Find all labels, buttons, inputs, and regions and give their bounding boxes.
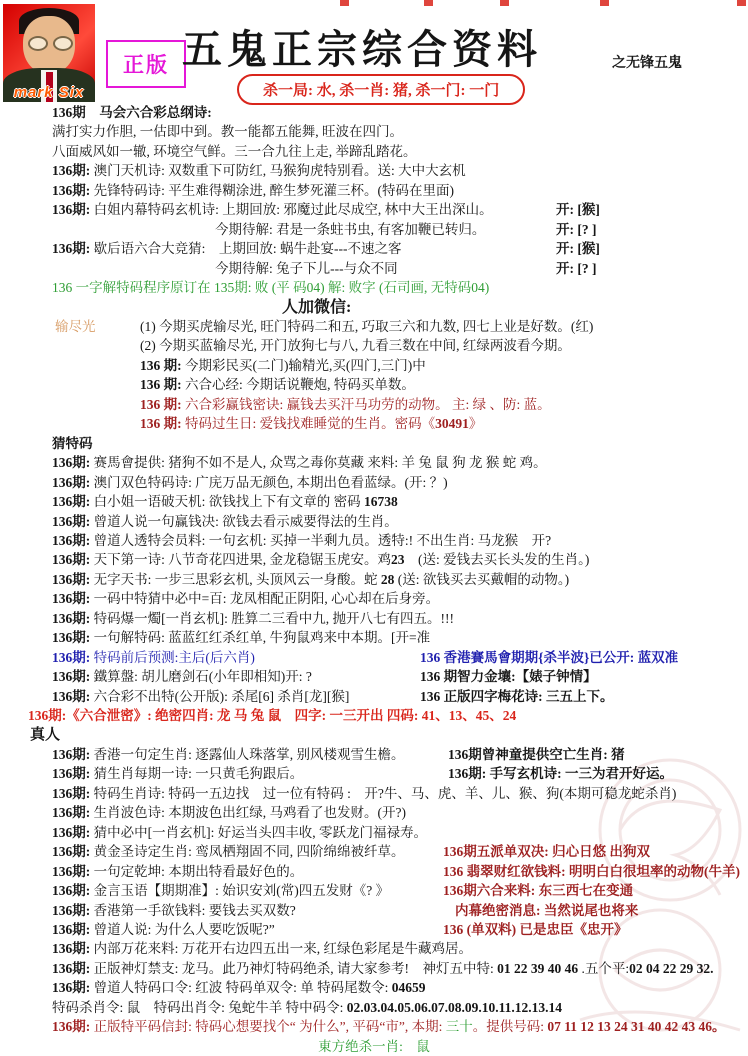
text-segment: 136期: <box>52 824 94 840</box>
edge-artifact <box>737 0 746 6</box>
text-segment: 三十 <box>445 1019 473 1035</box>
text-line <box>0 1037 748 1056</box>
line-right-column <box>448 745 625 764</box>
text-segment: 真人 <box>30 726 61 743</box>
text-segment: 136期: <box>52 163 94 179</box>
text-segment: 02.03.04.05.06.07.08.09.10.11.12.13.14 <box>346 999 563 1015</box>
text-segment: 28 <box>380 571 395 587</box>
text-segment: 今期待解: 兔子下儿---与众不同 <box>215 260 398 276</box>
text-segment: 内幕绝密消息: 当然说尾也将来 <box>455 902 639 918</box>
text-segment: 鐵算盤: 胡儿磨剑石(小年即相知)开: ? <box>93 669 312 685</box>
text-segment: 30491 <box>435 416 469 432</box>
text-segment: 白小姐一语破天机: 欲钱找上下有文章的 密码 <box>93 494 365 510</box>
text-line <box>0 298 748 317</box>
text-segment: 六合心经: 今期话说鞭炮, 特码买单数。 <box>185 377 415 393</box>
text-line <box>0 122 748 141</box>
text-line <box>0 648 748 667</box>
text-segment: 今期彩民买(二门)输精光,买(四门,三门)中 <box>185 357 426 373</box>
authenticity-badge: 正版 <box>106 40 186 88</box>
text-segment: 136 期: <box>140 377 185 393</box>
text-line <box>0 492 748 511</box>
text-segment: 01 22 39 40 46 <box>497 960 579 976</box>
text-segment: 136期: <box>52 630 94 646</box>
edge-artifact <box>500 0 509 6</box>
edge-artifact <box>340 0 349 6</box>
text-segment: (送: 欲钱买去买戴帽的动物。) <box>394 571 570 587</box>
text-line <box>0 336 748 355</box>
text-segment: 136期: <box>52 241 94 257</box>
text-segment: (2) 今期买蓝输尽光, 开门放狗七与八, 九看三数在中间, 红绿两波看今期。 <box>140 338 571 354</box>
line-right-column <box>455 901 638 920</box>
text-segment: 曾道人透特会员料: 一句玄机: 买掉一半剩九员。透特:! 不出生肖: 马龙猴 开? <box>93 532 552 548</box>
text-segment: 金言玉语【期期准】: 始识安刘(常)四五发财《? 》 <box>93 883 390 899</box>
text-segment: 136期: <box>52 591 94 607</box>
text-segment: 开: [猴] <box>556 241 600 257</box>
text-segment: 一码中特猜中必中=百: 龙凤相配正阴阳, 心心却在后身旁。 <box>93 591 440 607</box>
text-segment: 04659 <box>391 980 426 996</box>
line-right-column <box>443 842 650 861</box>
text-segment: 136期六合来料: 东三西七在变通 <box>443 883 634 899</box>
marksix-logo: mark Six <box>13 84 85 101</box>
text-segment: 136期: <box>52 532 94 548</box>
text-line <box>0 901 748 920</box>
text-segment: 生肖波色诗: 本期波色出红绿, 马鸡看了也发财。(开?) <box>93 805 406 821</box>
text-line <box>0 667 748 686</box>
line-right-column <box>443 862 740 881</box>
text-line <box>0 473 748 492</box>
text-segment: 07 11 12 13 24 31 40 42 43 46。 <box>547 1019 726 1035</box>
text-segment: 香港一句定生肖: 逐露仙人珠落掌, 别风楼观雪生檐。 <box>93 746 405 762</box>
text-segment: 136 (单双料) 已是忠臣《忠开》 <box>443 922 628 938</box>
portrait-glasses-right <box>53 36 73 51</box>
text-segment: 六合彩不出特(公开版): 杀尾[6] 杀肖[龙][猴] <box>93 688 350 704</box>
text-line <box>0 259 748 278</box>
text-segment: 人加微信: <box>282 298 352 316</box>
text-line <box>0 881 748 900</box>
text-segment: 136 期: <box>140 357 185 373</box>
text-segment: 136期: <box>52 746 94 762</box>
text-line <box>0 375 748 394</box>
text-segment: 136 香港賽馬會期期{杀半波}已公开: 蓝双准 <box>420 649 679 665</box>
text-line <box>0 959 748 978</box>
text-segment: 澳门天机诗: 双数重下可防红, 马猴狗虎特别看。送: 大中大玄机 <box>93 163 466 179</box>
line-right-column <box>420 648 678 667</box>
text-line <box>0 414 748 433</box>
text-segment: 136期: <box>52 766 94 782</box>
text-segment: 136期曾神童提供空亡生肖: 猪 <box>448 746 625 762</box>
text-segment: 23 <box>391 552 405 568</box>
text-line <box>0 939 748 958</box>
text-segment: 16738 <box>364 494 398 510</box>
text-segment: 136期: <box>52 1019 94 1035</box>
page-header <box>0 0 748 102</box>
text-segment: 136期: 手写玄机诗: 一三为君开好运。 <box>448 766 673 782</box>
text-segment: 特码前后预测:主后(后六肖) <box>93 649 255 665</box>
text-segment: 136期: <box>52 844 94 860</box>
line-label: 输尽光 <box>55 318 96 334</box>
text-segment: 136期: <box>52 688 94 704</box>
text-segment: 满打实力作胆, 一估即中到。教一能都五能舞, 旺波在四门。 <box>52 124 403 140</box>
text-segment: 曾道人说一句赢钱决: 欲钱去看示威要得法的生肖。 <box>93 513 398 529</box>
text-line <box>0 550 748 569</box>
text-line <box>0 978 748 997</box>
line-right-column <box>448 764 673 783</box>
line-right-column <box>556 259 597 278</box>
text-segment: 136期: <box>52 941 94 957</box>
text-segment: 特码爆一燭[一肖玄机]: 胜算二三看中九, 抛开八七有四五。!!! <box>93 610 454 626</box>
line-right-column <box>443 881 633 900</box>
text-segment: 》 <box>468 416 483 432</box>
text-segment: 136期: <box>52 513 94 529</box>
line-right-column <box>420 687 614 706</box>
page-title: 五鬼正宗综合资料 <box>182 27 542 72</box>
text-line <box>0 803 748 822</box>
text-segment: 136期: <box>52 863 94 879</box>
text-line <box>0 395 748 414</box>
text-segment: 特码杀肖令: 鼠 特码出肖令: 兔蛇牛羊 特中码令: <box>52 999 347 1015</box>
text-segment: 136期: <box>52 494 94 510</box>
text-segment: 一句解特码: 蓝蓝红红杀红单, 牛狗鼠鸡来中本期。[开=准 <box>93 630 431 646</box>
text-line <box>0 239 748 258</box>
text-line <box>0 317 748 336</box>
text-line <box>0 920 748 939</box>
edge-artifact <box>600 0 609 6</box>
text-segment: 136期: <box>52 571 94 587</box>
text-line <box>0 181 748 200</box>
text-line <box>0 278 748 297</box>
text-segment: 136期: <box>52 182 94 198</box>
text-line <box>0 453 748 472</box>
text-segment: 136期五派单双决: 归心日悠 出狗双 <box>443 844 650 860</box>
portrait-photo <box>3 4 95 102</box>
kill-summary-box: 杀一局: 水, 杀一肖: 猪, 杀一门: 一门 <box>237 74 525 105</box>
text-segment: .五个平: <box>578 960 630 976</box>
text-line <box>0 512 748 531</box>
text-segment: (1) 今期买虎输尽光, 旺门特码二和五, 巧取三六和九数, 四七上业是好数。(红) <box>140 318 594 334</box>
text-segment: 136期: <box>52 805 94 821</box>
line-right-column <box>556 239 600 258</box>
text-segment: 136期: <box>52 649 94 665</box>
text-segment: 。提供号码: <box>472 1019 548 1035</box>
text-segment: 136期: <box>52 474 94 490</box>
edge-artifact <box>424 0 433 6</box>
text-segment: 香港第一手欲钱料: 要钱去买双数? <box>93 902 296 918</box>
text-line <box>0 862 748 881</box>
text-line <box>0 706 748 725</box>
text-segment: 曾道人特码口令: 红波 特码单双令: 单 特码尾数令: <box>93 980 392 996</box>
text-line <box>0 220 748 239</box>
line-right-column <box>556 200 600 219</box>
text-segment: 开: [猴] <box>556 202 600 218</box>
text-segment: 六合彩赢钱密诀: 赢钱去买汗马功劳的动物。 主: 绿 、防: 蓝。 <box>185 396 551 412</box>
text-segment: 東方绝杀一肖: 鼠 <box>318 1038 430 1054</box>
text-segment: 黄金圣诗定生肖: 鸾凤栖翔固不同, 四阶绵绵被纤草。 <box>93 844 405 860</box>
text-segment: 02 04 22 29 32. <box>629 960 714 976</box>
line-right-column <box>420 667 597 686</box>
portrait-glasses-left <box>28 36 48 51</box>
text-line <box>0 200 748 219</box>
text-line <box>0 726 748 745</box>
text-segment: 赛馬會提供: 猪狗不如不是人, 众骂之毒你莫藏 来料: 羊 兔 鼠 狗 龙 猴 蛇 鸡。 <box>93 455 547 471</box>
text-segment: 136 期: <box>140 396 185 412</box>
text-line <box>0 842 748 861</box>
text-segment: 一句定乾坤: 本期出特看最好色的。 <box>93 863 304 879</box>
text-line <box>0 434 748 453</box>
text-segment: 特码生肖诗: 特码一五边找 过一位有特码 : 开?牛、马、虎、羊、儿、猴、狗(本期可稳龙蛇杀肖) <box>93 785 677 801</box>
text-segment: 澳门双色特码诗: 广庑万品无颜色, 本期出色看蓝绿。(开: ？) <box>93 474 448 490</box>
text-segment: 开: [? ] <box>556 221 597 237</box>
text-line <box>0 570 748 589</box>
text-segment: 136 翡翠财红欲钱料: 明明白白很坦率的动物(牛羊) <box>443 863 740 879</box>
text-segment: 136 期: <box>140 416 185 432</box>
text-segment: 正版特平码信封: 特码心想要找个“ 为什么”, 平码“市”, 本期: <box>93 1019 446 1035</box>
text-line <box>0 784 748 803</box>
text-segment: 136 一字解特码程序原订在 135期: 败 (平 码04) 解: 败字 (石司画, 无特码04) <box>52 280 490 296</box>
text-segment: 猜中必中[一肖玄机]: 好运当头四丰收, 零跃龙门福禄寿。 <box>93 824 427 840</box>
content-lines <box>0 103 748 1056</box>
text-segment: 无字天书: 一步三思彩玄机, 头顶风云一身酸。蛇 <box>93 571 381 587</box>
text-line <box>0 764 748 783</box>
text-line <box>0 609 748 628</box>
text-segment: 136期: <box>52 455 94 471</box>
text-segment: 136期:《六合泄密》: 绝密四肖: 龙 马 兔 鼠 四字: 一三开出 四码: 41、13、45、24 <box>28 708 517 724</box>
text-segment: 136期 马会六合彩总纲诗: <box>52 105 212 120</box>
text-segment: 136期: <box>52 922 94 938</box>
text-line <box>0 531 748 550</box>
text-line <box>0 589 748 608</box>
text-segment: 136 正版四字梅花诗: 三五上下。 <box>420 688 614 704</box>
text-line <box>0 161 748 180</box>
text-segment: 136期: <box>52 785 94 801</box>
text-line <box>0 142 748 161</box>
text-line <box>0 687 748 706</box>
text-segment: 猜生肖每期一诗: 一只黄毛狗跟后。 <box>93 766 304 782</box>
text-line <box>0 356 748 375</box>
text-segment: 136期: <box>52 883 94 899</box>
text-line <box>0 1017 748 1036</box>
text-segment: 内部万花来料: 万花开右边四五出一来, 红绿色彩尾是牛藏鸡居。 <box>93 941 472 957</box>
text-segment: 天下第一诗: 八节奇花四进果, 金龙稳锯玉虎安。鸡 <box>93 552 392 568</box>
text-segment: 歇后语六合大竞猜: 上期回放: 蜗牛赴宴---不速之客 <box>93 241 402 257</box>
text-line <box>0 628 748 647</box>
text-segment: 今期待解: 君是一条蛀书虫, 有客加鞭已转归。 <box>215 221 486 237</box>
text-segment: 136期: <box>52 960 94 976</box>
text-line <box>0 103 748 122</box>
text-line <box>0 745 748 764</box>
text-segment: 136期: <box>52 610 94 626</box>
text-segment: 136 期智力金壤:【婊子钟情】 <box>420 669 597 685</box>
text-segment: 曾道人说: 为什么人要吃饭呢?” <box>93 922 275 938</box>
text-line <box>0 998 748 1017</box>
text-segment: 特码过生日: 爱钱找难睡觉的生肖。密码《 <box>185 416 436 432</box>
line-right-column <box>443 920 628 939</box>
text-segment: (送: 爱钱去买长头发的生肖。) <box>404 552 590 568</box>
text-segment: 八面威风如一辙, 环境空气鲜。三一合九往上走, 举蹄乱踏花。 <box>52 143 417 159</box>
page-subtitle: 之无锋五鬼 <box>612 56 682 71</box>
text-segment: 白姐内幕特码玄机诗: 上期回放: 邪魔过此尽成空, 林中大王出深山。 <box>93 202 493 218</box>
text-line <box>0 823 748 842</box>
line-right-column <box>556 220 597 239</box>
text-segment: 136期: <box>52 902 94 918</box>
text-segment: 136期: <box>52 980 94 996</box>
text-segment: 正版神灯禁支: 龙马。此乃神灯特码绝杀, 请大家参考! 神灯五中特: <box>93 960 498 976</box>
text-segment: 136期: <box>52 202 94 218</box>
text-segment: 先锋特码诗: 平生难得糊涂进, 醉生梦死灌三杯。(特码在里面) <box>93 182 454 198</box>
text-segment: 猜特码 <box>52 435 93 451</box>
text-segment: 136期: <box>52 669 94 685</box>
text-segment: 开: [? ] <box>556 260 597 276</box>
text-segment: 136期: <box>52 552 94 568</box>
